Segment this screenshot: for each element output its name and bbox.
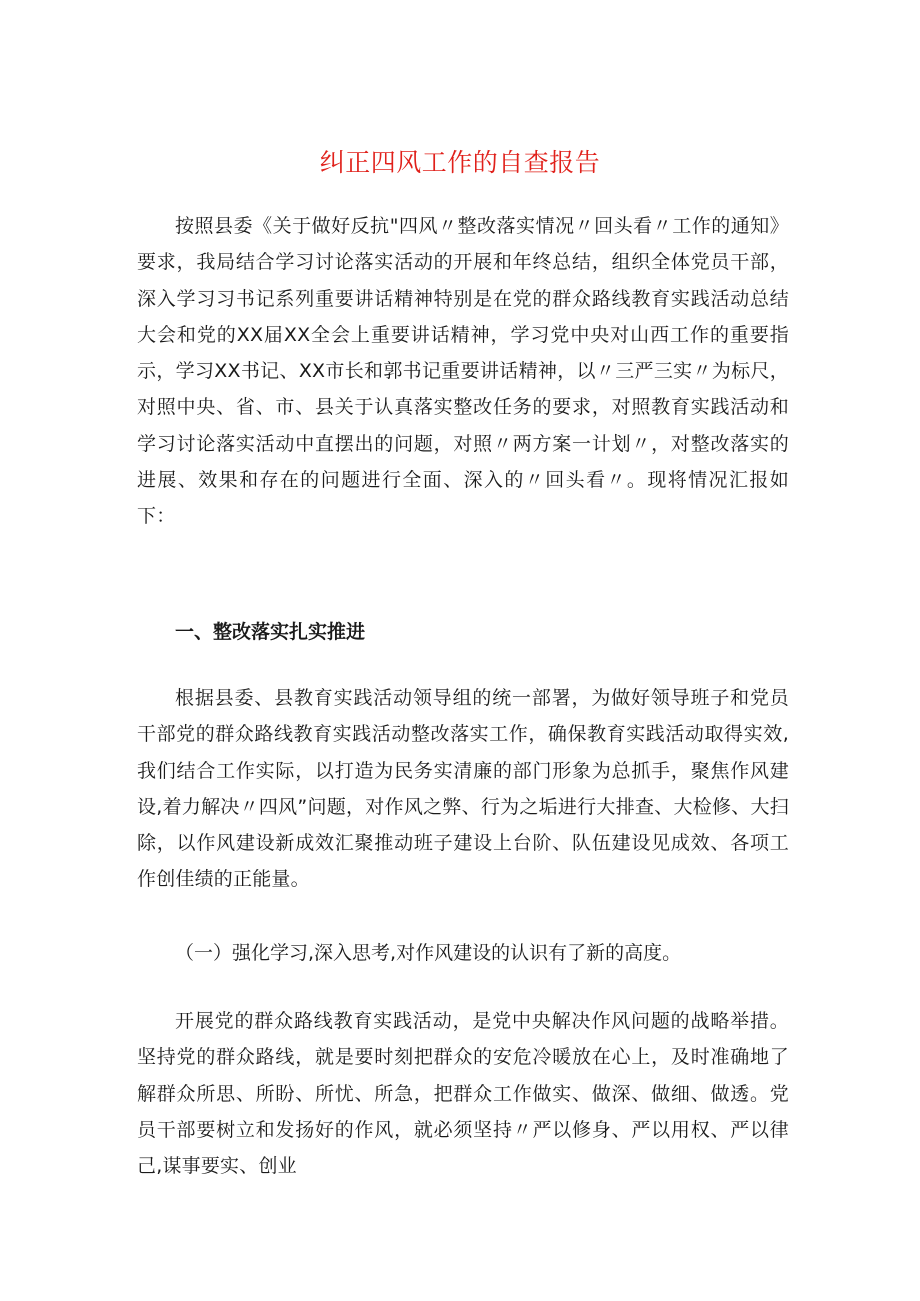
intro-paragraph: 按照县委《关于做好反抗"四风〃整改落实情况〃回头看〃工作的通知》要求，我局结合学习讨论落实活动的开展和年终总结，组织全体党员干部，深入学习习书记系列重要讲话精神特别是在党的群众路线教育实践活动总结大会和党的XX届XX全会上重要讲话精神，学习党中央对山西工作的重要指示，学习XX书记、XX市长和郭书记重要讲话精神，以〃三严三实〃为标尺，对照中央、省、市、县关于认真落实整改任务的要求，对照教育实践活动和学习讨论落实活动中直摆出的问题，对照〃两方案一计划〃，对整改落实的进展、效果和存在的问题进行全面、深入的〃回头看〃。现将情况汇报如下：: [137, 215, 789, 528]
subsection-paragraph: 开展党的群众路线教育实践活动，是党中央解决作风问题的战略举措。坚持党的群众路线，就是要时刻把群众的安危冷暖放在心上，及时准确地了解群众所思、所盼、所忧、所急，把群众工作做实、做深、做细、做透。党员干部要树立和发扬好的作风，就必须坚持〃严以修身、严以用权、严以律己,谋事要实、创业: [137, 1010, 789, 1178]
subsection-heading: （一）强化学习,深入思考,对作风建设的认识有了新的高度。: [175, 942, 682, 964]
document-title: 纠正四风工作的自查报告: [319, 148, 601, 177]
section-heading: 一、整改落实扎实推进: [175, 621, 366, 643]
section-paragraph: 根据县委、县教育实践活动领导组的统一部署，为做好领导班子和党员干部党的群众路线教育实践活动整改落实工作，确保教育实践活动取得实效,我们结合工作实际，以打造为民务实清廉的部门形象为总抓手，聚焦作风建设,着力解决〃四风”问题，对作风之弊、行为之垢进行大排查、大检修、大扫除，以作风建设新成效汇聚推动班子建设上台阶、队伍建设见成效、各项工作创佳绩的正能量。: [137, 687, 789, 891]
